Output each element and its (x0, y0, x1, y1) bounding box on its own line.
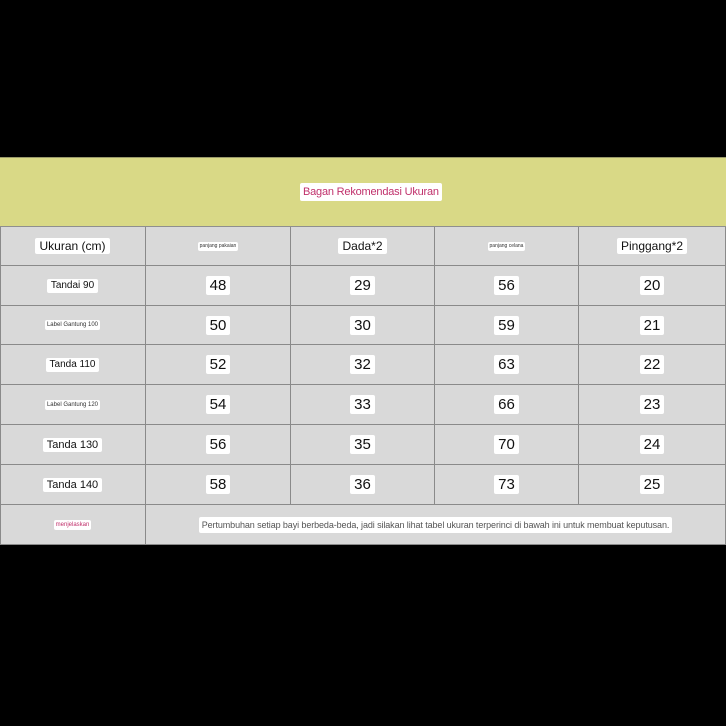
header-label: panjang pakaian (199, 242, 237, 249)
value-cell (579, 345, 726, 385)
value-cell (435, 385, 579, 425)
header-label: Dada*2 (338, 238, 386, 254)
value-cell (291, 465, 435, 505)
value: 56 (206, 435, 231, 454)
value-cell (146, 266, 291, 306)
header-label: Ukuran (cm) (35, 238, 109, 254)
row-label-cell (0, 465, 146, 505)
row-label-cell (0, 306, 146, 345)
value-cell (579, 266, 726, 306)
header-cell-pants-length (435, 227, 579, 266)
value: 54 (206, 395, 231, 414)
row-label: Label Gantung 120 (46, 401, 99, 408)
value: 52 (206, 355, 231, 374)
value-cell (291, 345, 435, 385)
value-cell (146, 465, 291, 505)
value: 20 (640, 276, 665, 295)
note-label: menjelaskan (55, 521, 90, 528)
value-cell (435, 306, 579, 345)
note-text: Pertumbuhan setiap bayi berbeda-beda, jadi silakan lihat tabel ukuran terperinci di bawah ini untuk membuat keputusan. (199, 517, 673, 533)
value-cell (291, 385, 435, 425)
value: 24 (640, 435, 665, 454)
value-cell (435, 266, 579, 306)
header-cell-size (0, 227, 146, 266)
value: 35 (350, 435, 375, 454)
value-cell (435, 425, 579, 465)
value-cell (291, 425, 435, 465)
row-label-cell (0, 385, 146, 425)
row-label: Label Gantung 100 (46, 322, 99, 328)
row-label: Tanda 130 (43, 438, 102, 452)
value: 70 (494, 435, 519, 454)
value-cell (291, 266, 435, 306)
value-cell (579, 425, 726, 465)
value: 33 (350, 395, 375, 414)
value: 30 (350, 316, 375, 335)
value: 50 (206, 316, 231, 335)
value-cell (579, 465, 726, 505)
chart-title: Bagan Rekomendasi Ukuran (300, 183, 442, 201)
row-label: Tanda 110 (46, 358, 100, 372)
value-cell (579, 306, 726, 345)
row-label-cell (0, 345, 146, 385)
value: 59 (494, 316, 519, 335)
value: 23 (640, 395, 665, 414)
value-cell (579, 385, 726, 425)
value: 66 (494, 395, 519, 414)
value: 58 (206, 475, 231, 494)
value: 73 (494, 475, 519, 494)
value: 63 (494, 355, 519, 374)
value-cell (146, 306, 291, 345)
table-left-border (0, 227, 1, 545)
value-cell (146, 385, 291, 425)
row-label: Tanda 140 (43, 478, 102, 492)
value-cell (291, 306, 435, 345)
header-label: Pinggang*2 (617, 238, 687, 254)
header-label: panjang celana (489, 242, 524, 249)
value-cell (146, 345, 291, 385)
header-cell-waist (579, 227, 726, 266)
value: 22 (640, 355, 665, 374)
value: 32 (350, 355, 375, 374)
header-cell-length (146, 227, 291, 266)
value: 29 (350, 276, 375, 295)
value-cell (435, 465, 579, 505)
value: 21 (640, 316, 665, 335)
value-cell (146, 425, 291, 465)
value: 56 (494, 276, 519, 295)
value: 48 (206, 276, 231, 295)
header-cell-chest (291, 227, 435, 266)
size-table (0, 227, 726, 545)
note-label-cell (0, 505, 146, 545)
value-cell (435, 345, 579, 385)
row-label: Tandai 90 (47, 279, 98, 293)
value: 25 (640, 475, 665, 494)
value: 36 (350, 475, 375, 494)
note-text-cell (146, 505, 726, 545)
row-label-cell (0, 266, 146, 306)
row-label-cell (0, 425, 146, 465)
